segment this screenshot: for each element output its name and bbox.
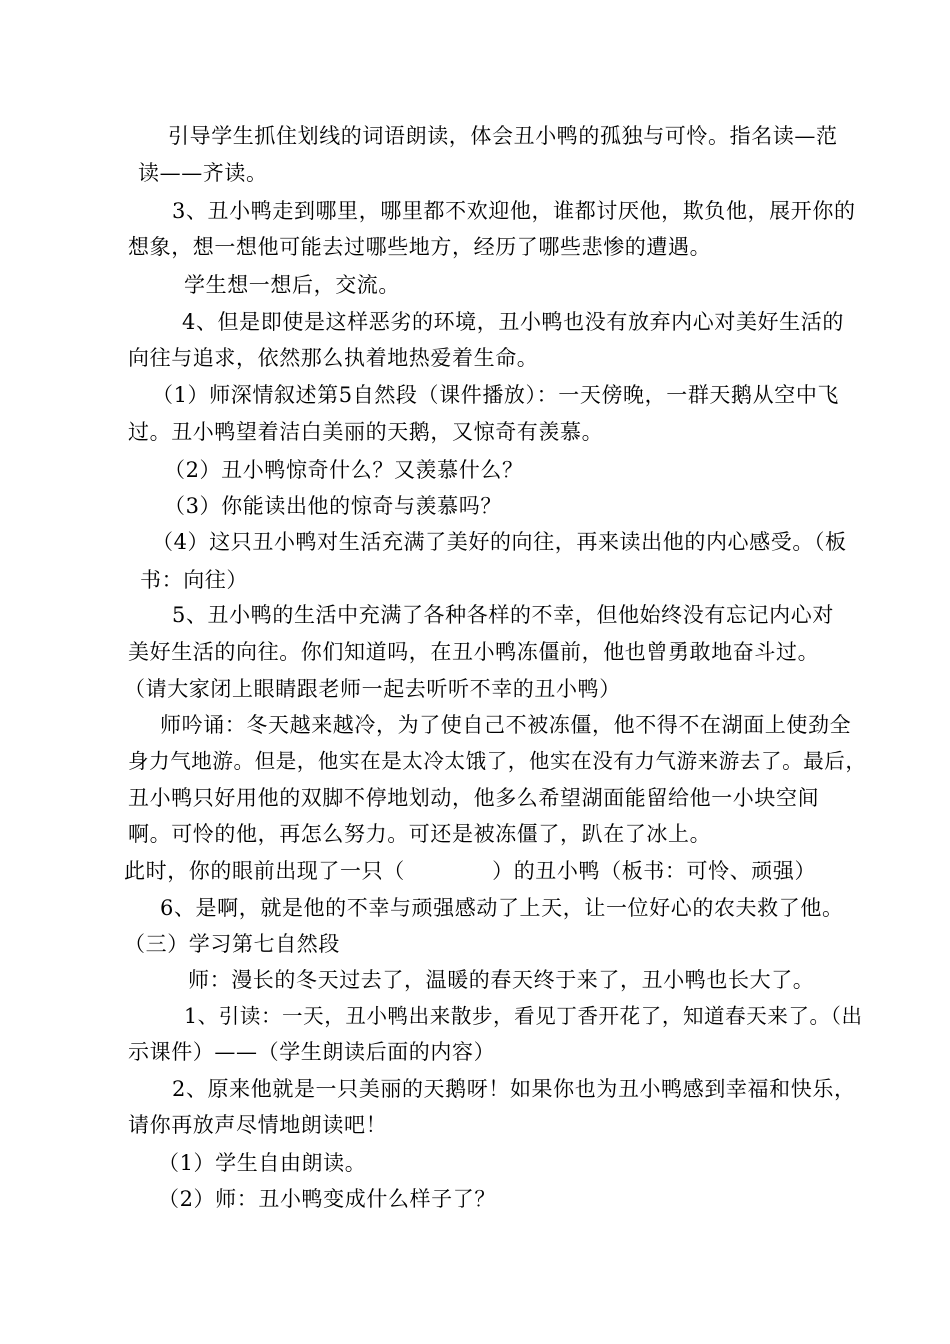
- text-line: 身力气地游。但是，他实在是太冷太饿了，他实在没有力气游来游去了。最后，: [128, 749, 867, 773]
- section-heading: （三）学习第七自然段: [124, 932, 340, 956]
- text-line: 4、但是即使是这样恶劣的环境，丑小鸭也没有放弃内心对美好生活的: [182, 310, 844, 334]
- text-line: 师：漫长的冬天过去了，温暖的春天终于来了，丑小鸭也长大了。: [188, 968, 815, 992]
- text-line: 5、丑小鸭的生活中充满了各种各样的不幸，但他始终没有忘记内心对: [172, 603, 834, 627]
- text-line: 美好生活的向往。你们知道吗，在丑小鸭冻僵前，他也曾勇敢地奋斗过。: [128, 640, 820, 664]
- text-line: 过。丑小鸭望着洁白美丽的天鹅，又惊奇有羡慕。: [128, 420, 604, 444]
- text-line: （1）学生自由朗读。: [158, 1151, 367, 1175]
- text-line: （2）丑小鸭惊奇什么？又羡慕什么？: [164, 458, 524, 482]
- text-line: 学生想一想后，交流。: [184, 273, 400, 297]
- text-line: 书：向往）: [140, 568, 248, 592]
- text-line: 示课件）——（学生朗读后面的内容）: [128, 1040, 496, 1064]
- text-line: （4）这只丑小鸭对生活充满了美好的向往，再来读出他的内心感受。（板: [152, 530, 847, 554]
- text-line: 请你再放声尽情地朗读吧！: [128, 1113, 388, 1137]
- text-line: （1）师深情叙述第5自然段（课件播放）：一天傍晚，一群天鹅从空中飞: [152, 383, 840, 407]
- text-line: 3、丑小鸭走到哪里，哪里都不欢迎他，谁都讨厌他，欺负他，展开你的: [172, 199, 856, 223]
- text-line: 读——齐读。: [138, 161, 268, 185]
- text-line: 引导学生抓住划线的词语朗读，体会丑小鸭的孤独与可怜。指名读—范: [168, 124, 838, 148]
- text-line: （请大家闭上眼睛跟老师一起去听听不幸的丑小鸭）: [124, 677, 621, 701]
- text-line: 丑小鸭只好用他的双脚不停地划动，他多么希望湖面能留给他一小块空间: [128, 786, 820, 810]
- text-line: 2、原来他就是一只美丽的天鹅呀！如果你也为丑小鸭感到幸福和快乐，: [172, 1077, 856, 1101]
- text-line: 1、引读：一天，丑小鸭出来散步，看见丁香开花了，知道春天来了。（出: [184, 1004, 863, 1028]
- text-line: （3）你能读出他的惊奇与羡慕吗？: [164, 494, 502, 518]
- text-line: 师吟诵：冬天越来越冷，为了使自己不被冻僵，他不得不在湖面上使劲全: [160, 713, 852, 737]
- text-line: （2）师：丑小鸭变成什么样子了？: [158, 1187, 496, 1211]
- text-line: 啊。可怜的他，再怎么努力。可还是被冻僵了，趴在了冰上。: [128, 822, 712, 846]
- text-line: 向往与追求，依然那么执着地热爱着生命。: [128, 346, 539, 370]
- text-line: 6、是啊，就是他的不幸与顽强感动了上天，让一位好心的农夫救了他。: [160, 896, 844, 920]
- text-line: 此时，你的眼前出现了一只（ ）的丑小鸭（板书：可怜、顽强）: [124, 859, 817, 883]
- text-line: 想象，想一想他可能去过哪些地方，经历了哪些悲惨的遭遇。: [128, 235, 712, 259]
